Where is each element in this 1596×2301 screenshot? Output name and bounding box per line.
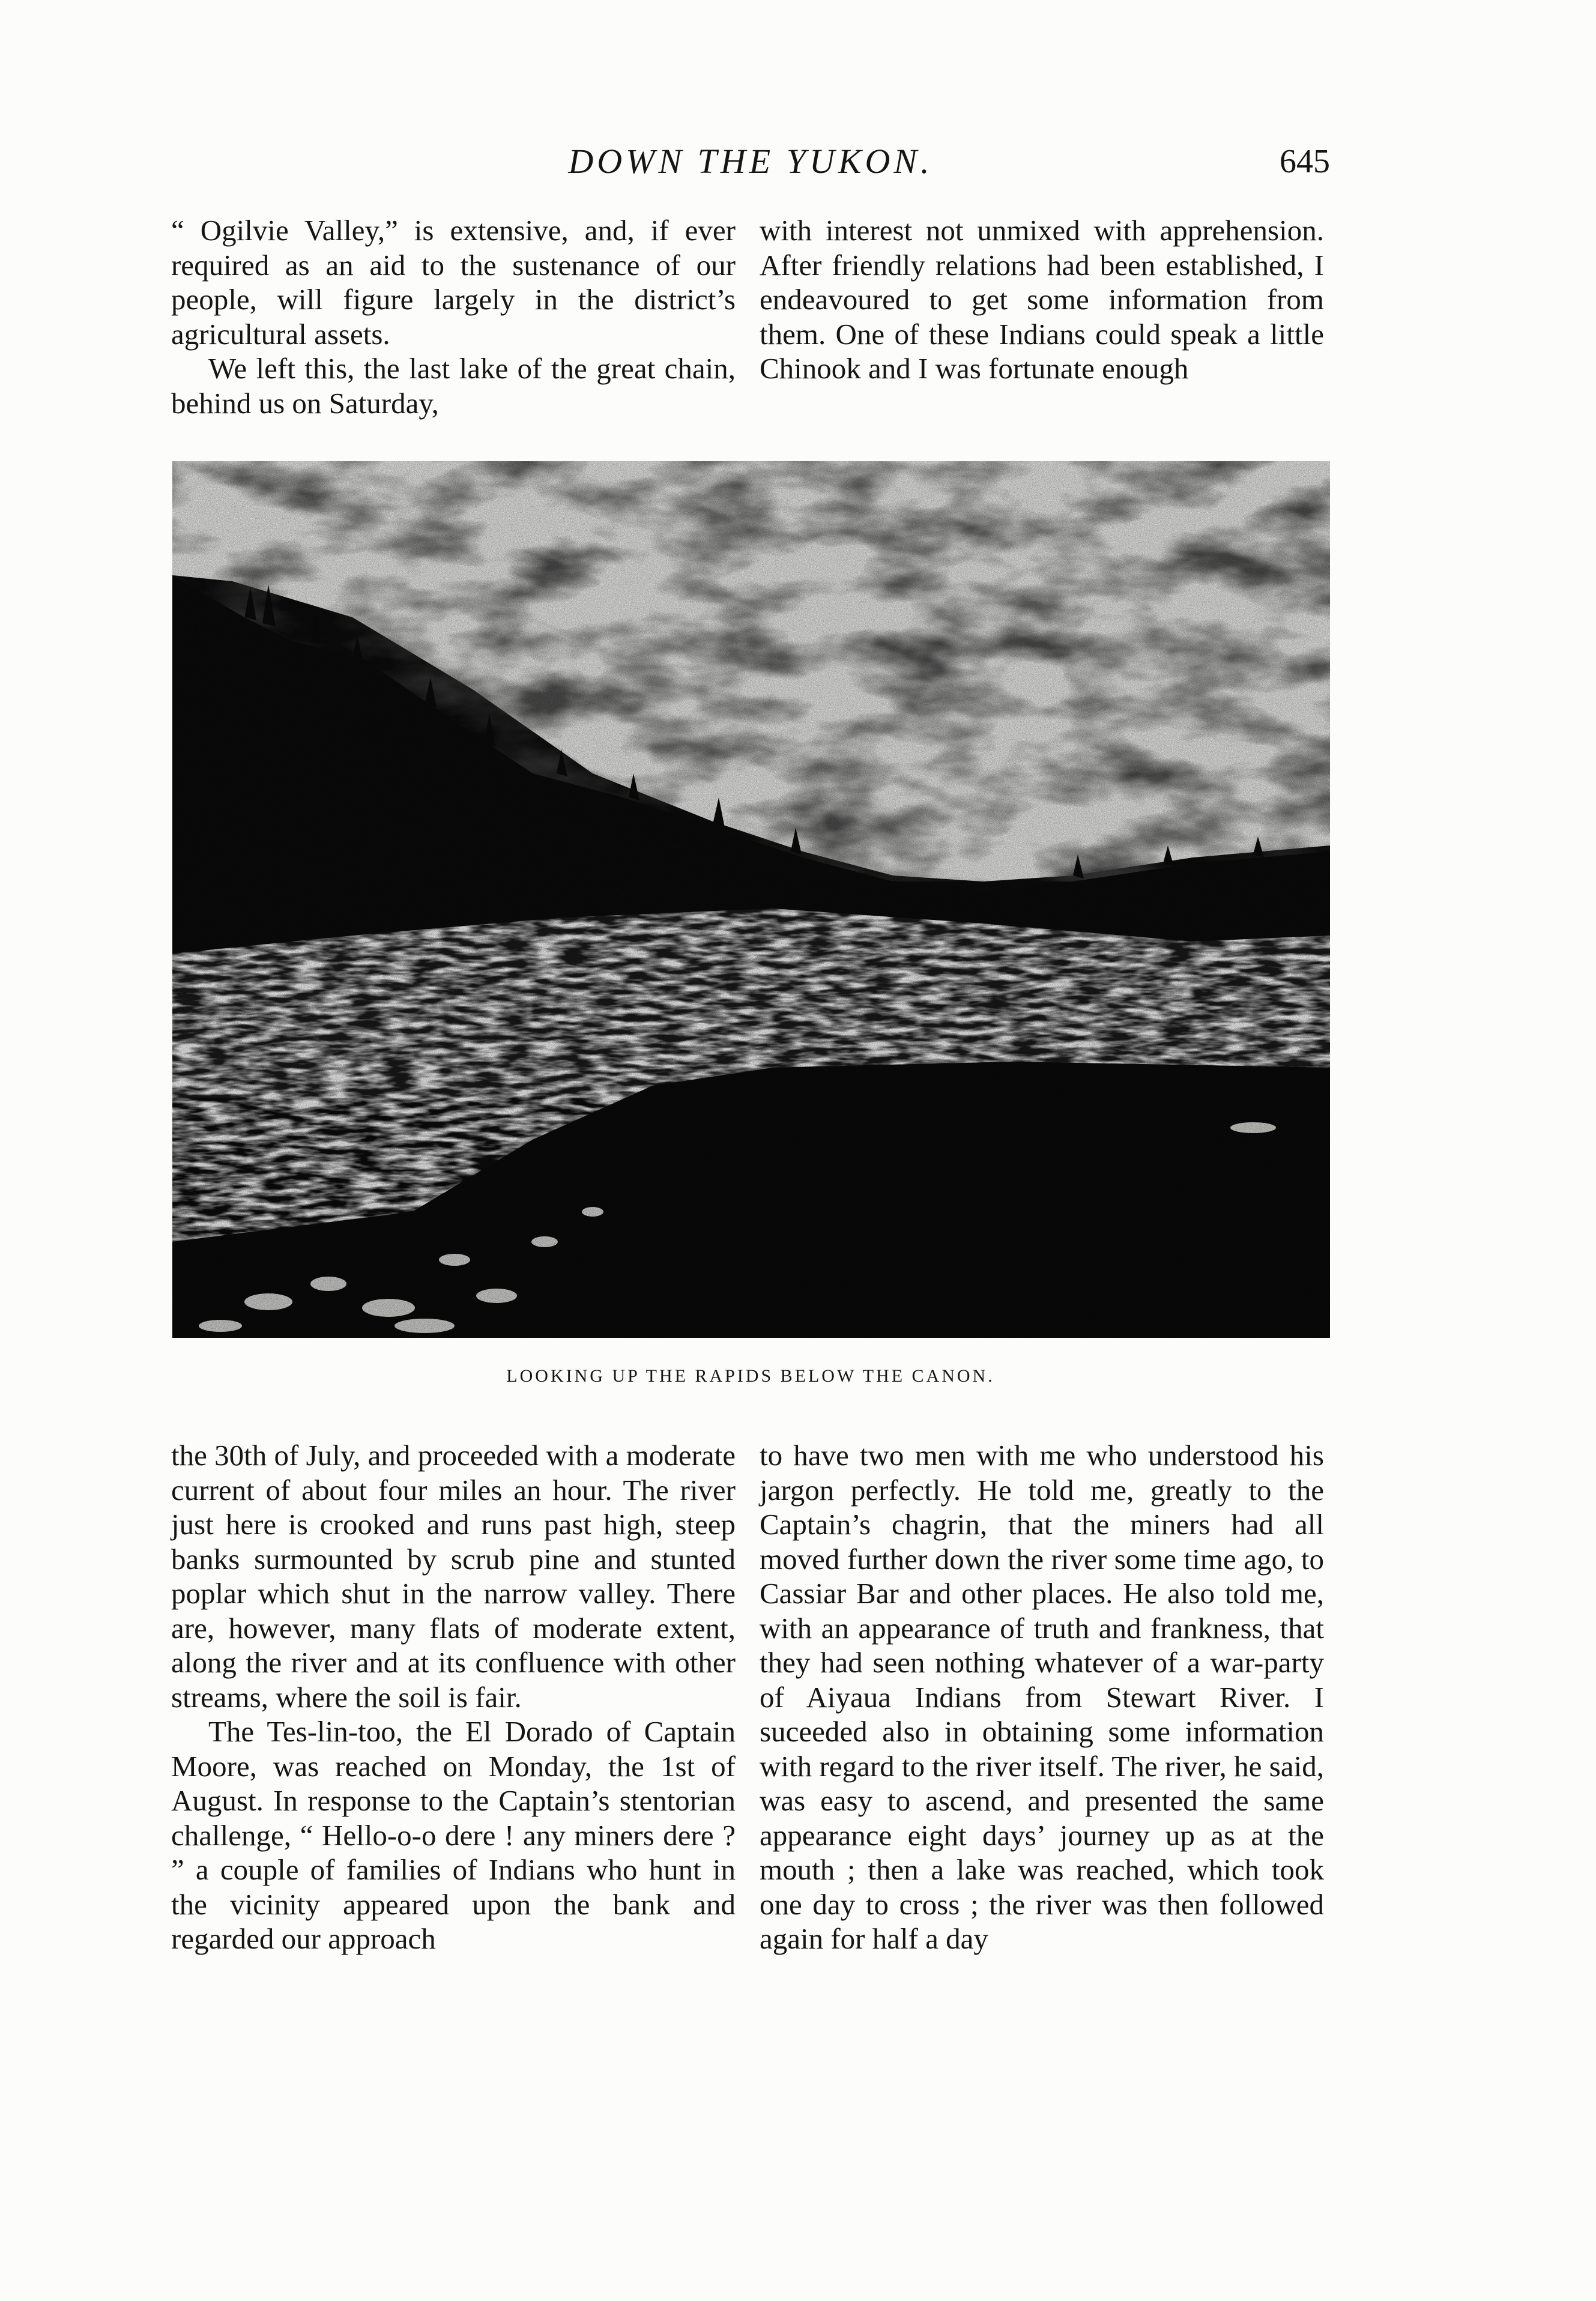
column-top-left xyxy=(171,213,736,420)
paragraph: “ Ogilvie Valley,” is extensive, and, if ever required as an aid to the sustenance of our people, will figure largely in the district’s agricultural assets. xyxy=(171,214,736,351)
column-bottom-right xyxy=(760,1438,1324,1956)
river-rapids-photograph xyxy=(172,461,1330,1338)
paragraph: We left this, the last lake of the great chain, behind us on Saturday, xyxy=(171,352,736,420)
column-bottom-left xyxy=(171,1438,736,1956)
page-number: 645 xyxy=(1280,143,1330,180)
paragraph: the 30th of July, and proceeded with a moderate current of about four miles an hour. The river just here is crooked and runs past high, steep banks surmounted by scrub pine and stunted poplar which shut in the narrow valley. There are, however, many flats of moderate extent, along the river and at its confluence with other streams, where the soil is fair. xyxy=(171,1439,736,1714)
running-title: DOWN THE YUKON. xyxy=(568,142,933,181)
figure-caption: LOOKING UP THE RAPIDS BELOW THE CANON. xyxy=(506,1366,995,1386)
paragraph: to have two men with me who understood his jargon perfectly. He told me, greatly to the Captain’s chagrin, that the miners had all moved further down the river some time ago, to Cassiar Bar and other places. He also told me, with an appearance of truth and frankness, that they had seen nothing whatever of a war-party of Aiyaua Indians from Stewart River. I suceeded also in obtaining some information with regard to the river itself. The river, he said, was easy to ascend, and presented the same appearance eight days’ journey up as at the mouth ; then a lake was reached, which took one day to cross ; the river was then followed again for half a day xyxy=(760,1439,1324,1955)
page-header xyxy=(171,141,1330,189)
paragraph: with interest not unmixed with apprehension. After friendly relations had been established, I endeavoured to get some information from them. One of these Indians could speak a little Chinook and I was fortunate enough xyxy=(760,214,1324,385)
paragraph: The Tes-lin-too, the El Dorado of Captain Moore, was reached on Monday, the 1st of August. In response to the Captain’s stentorian challenge, “ Hello-o-o dere ! any miners dere ? ” a couple of families of Indians who hunt in the vicinity appeared upon the bank and regarded our approach xyxy=(171,1715,736,1955)
photograph-illustration xyxy=(172,461,1330,1338)
column-top-right xyxy=(760,213,1324,386)
